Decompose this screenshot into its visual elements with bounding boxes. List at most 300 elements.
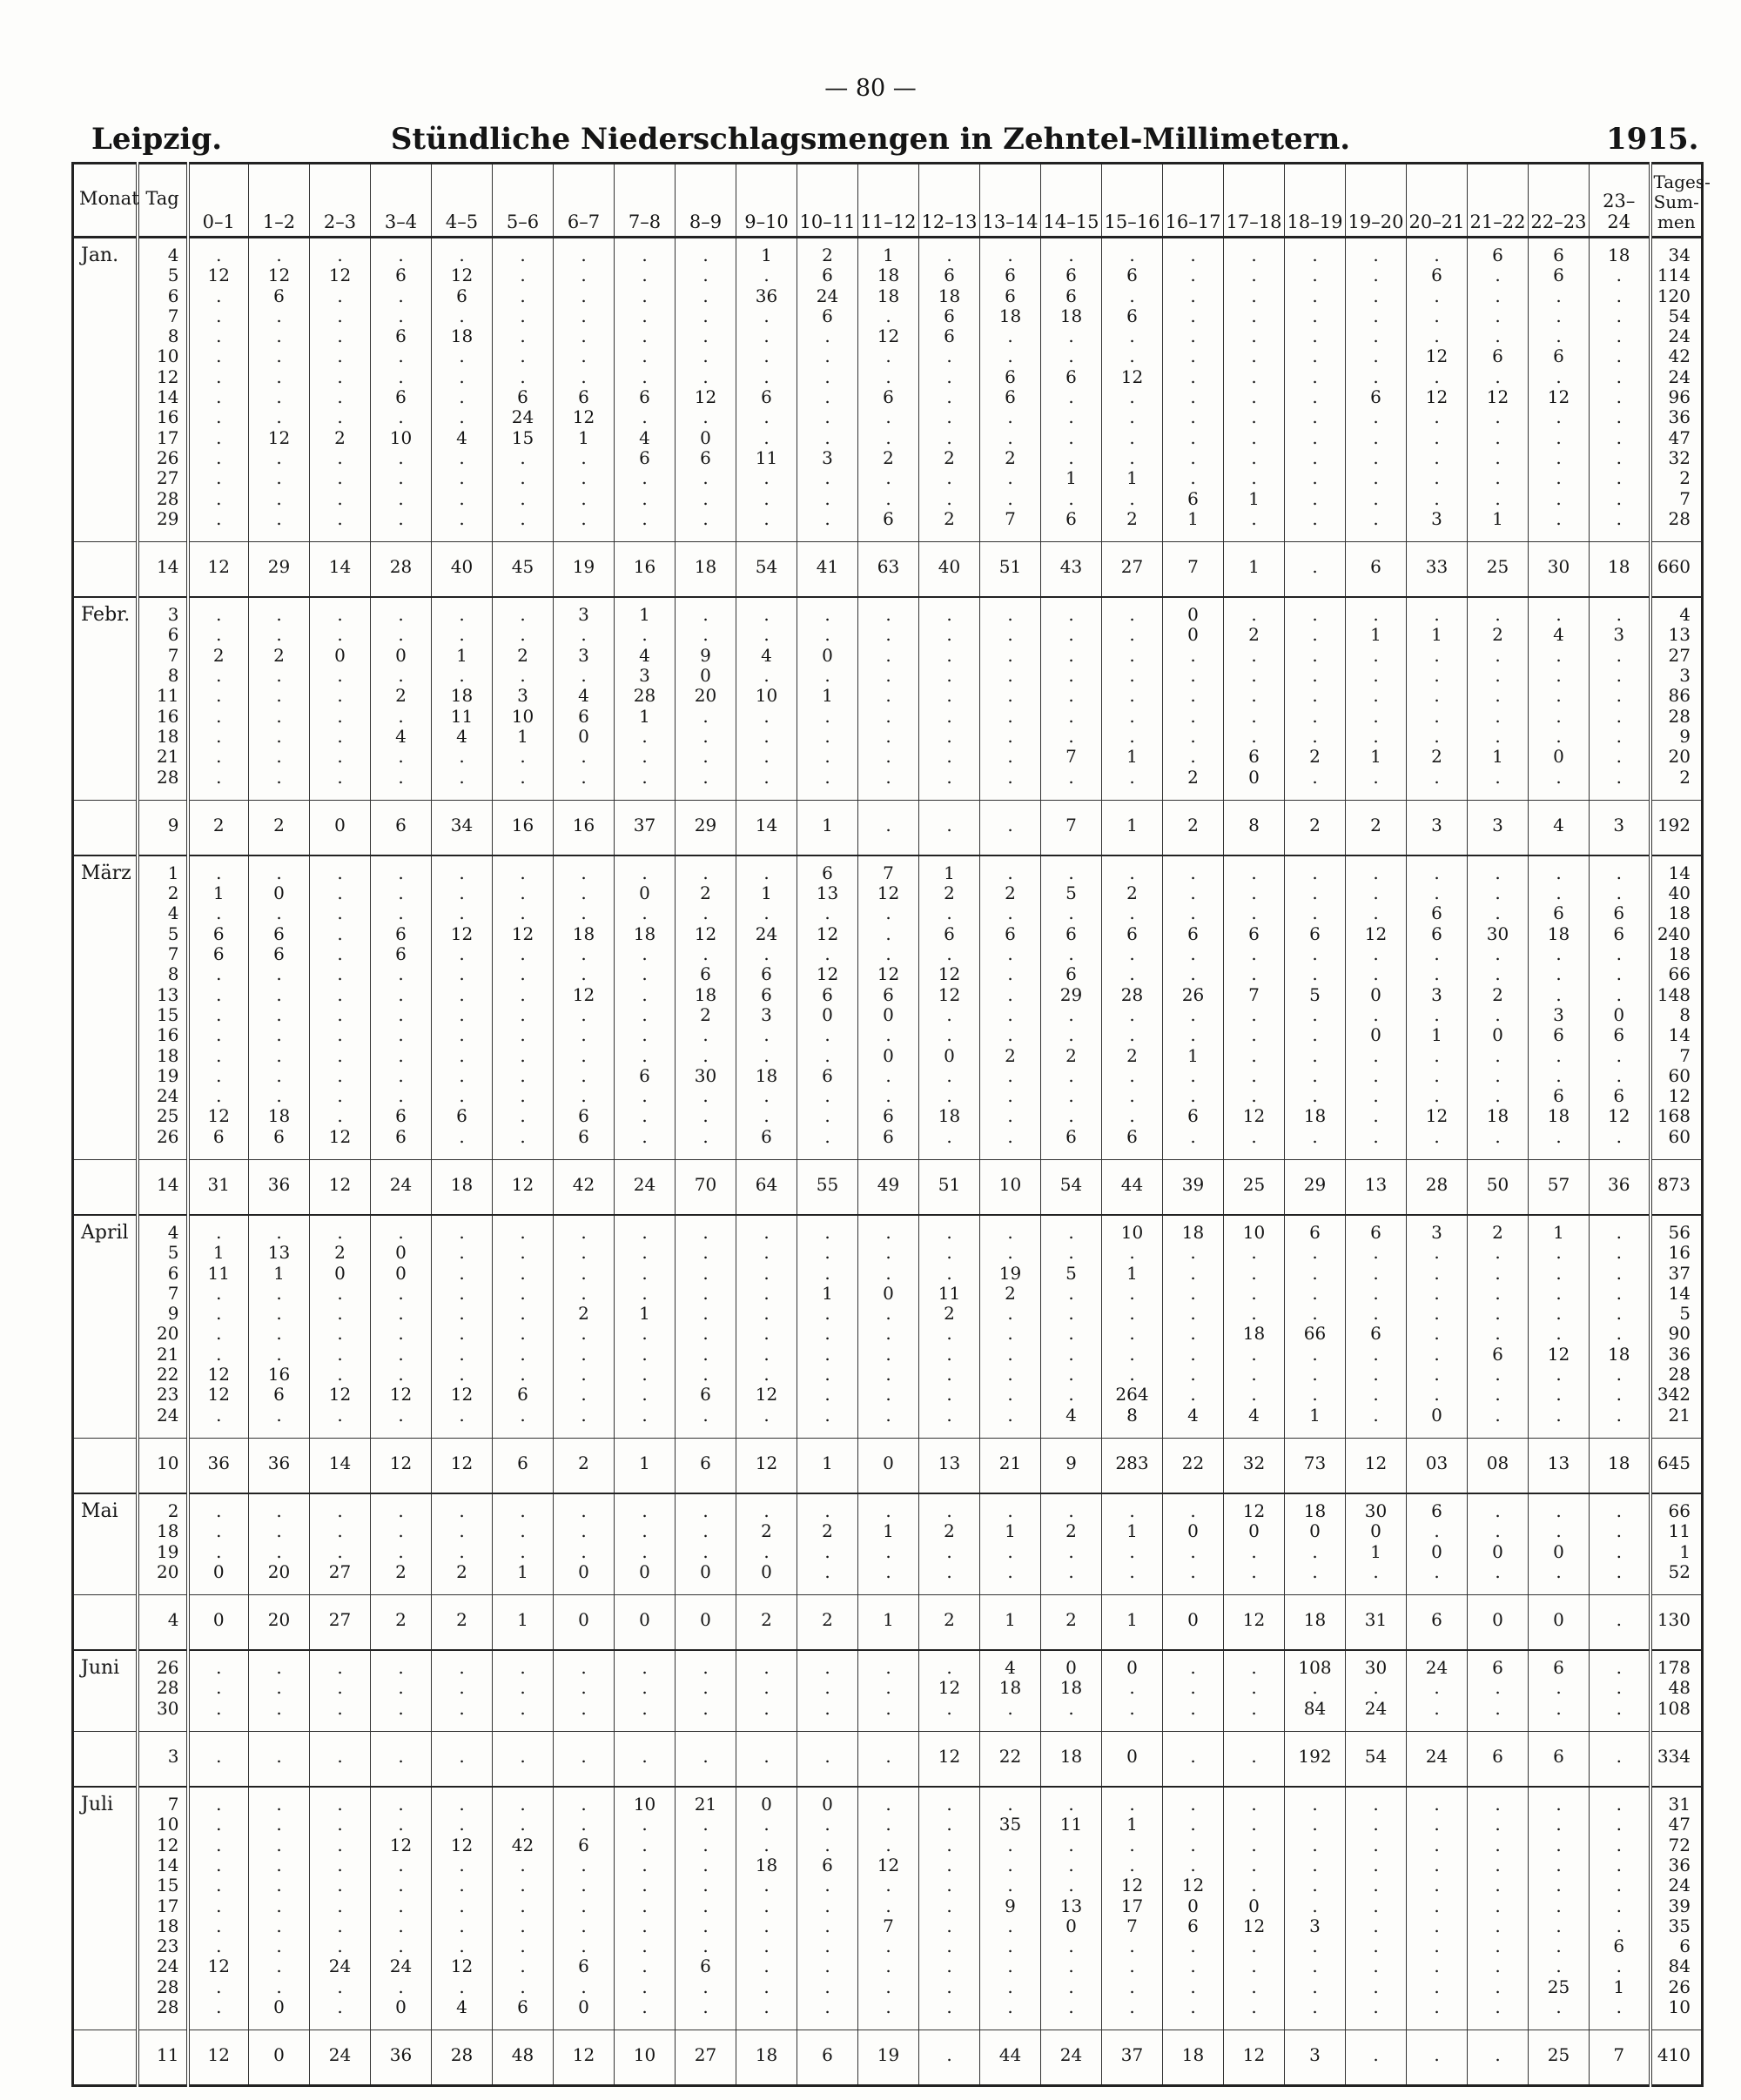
precip-value: . [1312, 1282, 1318, 1304]
daily-sum: 8 [1679, 1003, 1691, 1025]
precip-value: 6 [578, 705, 589, 727]
precip-value: . [1556, 487, 1562, 509]
precip-value: 0 [1187, 604, 1199, 626]
month-block [73, 855, 1703, 1215]
precip-value: . [1251, 1303, 1257, 1325]
precip-value: . [1007, 1323, 1013, 1345]
hour-total: 51 [919, 1159, 980, 1215]
precip-value: . [702, 1221, 709, 1243]
precip-value: . [276, 1221, 282, 1243]
precip-value: . [581, 746, 587, 768]
precip-value: 6 [1065, 285, 1077, 306]
total-day-count: 14 [138, 1159, 188, 1215]
precip-value: . [1616, 1303, 1622, 1325]
precip-value: . [1068, 1384, 1074, 1406]
precip-value: . [763, 1677, 770, 1699]
hour-column-values [615, 238, 676, 542]
hour-column-values [1163, 238, 1224, 542]
month-total-sum: 645 [1650, 1438, 1703, 1493]
precip-value: . [946, 644, 952, 666]
empty-cell [73, 1595, 138, 1651]
hour-column-values [1590, 1493, 1650, 1595]
hour-column-values [1590, 855, 1650, 1160]
hour-total: 2 [1163, 800, 1224, 855]
precip-value: . [398, 862, 404, 883]
precip-value: . [763, 305, 770, 326]
precip-value: . [763, 1657, 770, 1679]
month-block [73, 597, 1703, 855]
precip-value: . [1007, 1936, 1013, 1957]
hour-total: 0 [615, 1595, 676, 1651]
hour-column-values [1407, 1493, 1468, 1595]
hour-column-values [1224, 855, 1285, 1160]
hour-total: 16 [615, 542, 676, 598]
precip-value: 6 [212, 923, 225, 944]
precip-value: 7 [883, 1915, 894, 1936]
precip-value: . [1312, 1936, 1318, 1957]
precip-value: . [763, 1540, 770, 1562]
hour-column-values [980, 1787, 1041, 2030]
precip-value: . [946, 1262, 952, 1284]
hour-total: 18 [1041, 1732, 1102, 1788]
precip-value: . [1251, 862, 1257, 883]
precip-value: 6 [273, 923, 285, 944]
precip-value: . [1434, 406, 1440, 428]
precip-value: 2 [1492, 983, 1503, 1005]
precip-value: . [1373, 325, 1379, 347]
day-number: 7 [167, 305, 179, 326]
hour-total: 29 [676, 800, 736, 855]
precip-value: . [1007, 983, 1013, 1005]
daily-sum: 120 [1657, 285, 1691, 306]
precip-value: . [1007, 1875, 1013, 1896]
precip-value: . [1129, 386, 1135, 408]
precip-value: . [885, 644, 891, 666]
precip-value: 6 [883, 1125, 894, 1147]
precip-value: . [702, 1282, 709, 1304]
precip-value: . [946, 1814, 952, 1835]
precip-value: 0 [700, 1560, 711, 1582]
precip-value: . [1434, 1520, 1440, 1542]
hour-total: 6 [676, 1438, 736, 1493]
precip-value: 7 [1126, 1915, 1138, 1936]
precip-value: 0 [883, 1003, 894, 1025]
precip-value: 7 [1005, 507, 1016, 529]
month-day-rows [73, 238, 1703, 542]
precip-value: . [1007, 1540, 1013, 1562]
precip-value: . [1616, 346, 1622, 367]
precip-value: . [702, 1105, 709, 1127]
hour-total: 10 [615, 2030, 676, 2086]
precip-value: 0 [1613, 1003, 1625, 1025]
precip-value: . [885, 1343, 891, 1365]
daily-sum: 20 [1668, 746, 1691, 768]
precip-value: . [276, 1854, 282, 1875]
precip-value: . [459, 1814, 465, 1835]
precip-value: . [1251, 1657, 1257, 1679]
precip-value: . [1251, 426, 1257, 448]
precip-value: . [337, 305, 343, 326]
day-number: 14 [157, 386, 179, 408]
daily-sum: 66 [1668, 963, 1691, 985]
precip-value: . [276, 305, 282, 326]
precip-value: . [1068, 426, 1074, 448]
precip-value: . [1312, 1794, 1318, 1815]
day-number: 26 [157, 446, 179, 468]
hour-total: . [736, 1732, 797, 1788]
precip-value: 5 [1065, 882, 1077, 904]
hour-column-values [1529, 855, 1590, 1160]
precip-value: 12 [207, 265, 230, 286]
precip-value: 6 [395, 325, 407, 347]
precip-value: . [1129, 1105, 1135, 1127]
hour-total: . [1224, 1732, 1285, 1788]
precip-value: . [276, 1814, 282, 1835]
hour-total: 0 [676, 1595, 736, 1651]
precip-value: . [398, 1814, 404, 1835]
day-number: 1 [167, 862, 179, 883]
precip-value: . [763, 1814, 770, 1835]
hour-column-values [310, 1215, 371, 1438]
hour-total: 9 [1041, 1438, 1102, 1493]
precip-value: . [216, 1343, 222, 1365]
empty-cell [73, 1159, 138, 1215]
precip-value: . [398, 902, 404, 924]
precip-value: . [337, 1996, 343, 2017]
precip-value: . [1312, 624, 1318, 646]
hour-total: 1 [858, 1595, 919, 1651]
precip-value: 17 [1120, 1895, 1144, 1916]
precip-value: 6 [883, 1105, 894, 1127]
precip-value: 0 [639, 1560, 650, 1582]
precip-value: . [1251, 902, 1257, 924]
precip-value: . [1616, 1895, 1622, 1916]
precip-value: . [1616, 1500, 1622, 1521]
precip-value: 1 [212, 882, 225, 904]
precip-value: . [581, 446, 587, 468]
precip-value: 4 [395, 725, 407, 747]
precip-value: . [1129, 1834, 1135, 1855]
hour-total: 14 [310, 1438, 371, 1493]
precip-value: . [885, 665, 891, 687]
precip-value: . [216, 1677, 222, 1699]
hour-column-values [1102, 238, 1163, 542]
precip-value: 12 [450, 1956, 474, 1977]
precip-value: 2 [578, 1303, 589, 1325]
hour-total: 2 [1346, 800, 1407, 855]
precip-value: . [398, 1794, 404, 1815]
precip-value: . [1312, 644, 1318, 666]
daily-sum: 52 [1668, 1560, 1691, 1582]
day-number: 25 [157, 1105, 179, 1127]
precip-value: . [337, 1500, 343, 1521]
hour-column-values [188, 597, 249, 800]
precip-value: . [885, 902, 891, 924]
precip-value: . [1007, 902, 1013, 924]
precip-value: 24 [755, 923, 778, 944]
month-day-rows [73, 597, 1703, 800]
precip-value: 6 [212, 1125, 225, 1147]
precip-value: . [1495, 862, 1501, 883]
hour-total: 36 [249, 1159, 310, 1215]
precip-value: . [216, 245, 222, 265]
hour-column-values [249, 1493, 310, 1595]
precip-value: . [337, 467, 343, 489]
hour-total: 12 [1224, 1595, 1285, 1651]
month-total-row [73, 1438, 1703, 1493]
hour-total: 45 [493, 542, 554, 598]
place-name: Leipzig. [91, 122, 223, 157]
hour-total: 6 [371, 800, 432, 855]
precip-value: . [885, 1657, 891, 1679]
precip-value: 2 [273, 644, 285, 666]
precip-value: . [1312, 1560, 1318, 1582]
hour-column-values [1285, 855, 1346, 1160]
precip-value: 1 [1431, 624, 1442, 646]
precip-value: 6 [395, 386, 407, 408]
precip-value: . [824, 1834, 830, 1855]
precip-value: . [459, 1003, 465, 1025]
precip-value: . [216, 1221, 222, 1243]
precip-value: . [1312, 1125, 1318, 1147]
precip-value: . [702, 1404, 709, 1426]
precip-value: 84 [1303, 1697, 1327, 1719]
hour-column-values [1468, 1215, 1529, 1438]
precip-value: . [459, 366, 465, 387]
precip-value: . [1616, 766, 1622, 788]
precip-value: . [459, 1520, 465, 1542]
precip-value: 18 [1059, 1677, 1083, 1699]
precip-value: . [1068, 1282, 1074, 1304]
precip-value: . [642, 1404, 648, 1426]
precip-value: 6 [1613, 1024, 1625, 1046]
precip-value: 12 [1242, 1915, 1266, 1936]
precip-value: . [1373, 766, 1379, 788]
hour-column-values [1346, 1493, 1407, 1595]
precip-value: . [459, 882, 465, 904]
precip-value: . [398, 406, 404, 428]
precip-value: . [520, 1794, 526, 1815]
precip-value: . [642, 766, 648, 788]
month-day-rows [73, 1650, 1703, 1731]
precip-value: . [216, 426, 222, 448]
hour-total: 18 [432, 1159, 493, 1215]
precip-value: . [642, 1834, 648, 1855]
precip-value: . [1495, 665, 1501, 687]
precip-value: 6 [273, 943, 285, 965]
precip-value: . [885, 1500, 891, 1521]
precip-value: . [520, 346, 526, 367]
day-number: 6 [167, 624, 179, 646]
precip-value: . [276, 1343, 282, 1365]
daily-sum: 60 [1668, 1125, 1691, 1147]
precip-value: . [276, 487, 282, 509]
precip-value: . [1068, 1343, 1074, 1365]
day-number: 8 [167, 665, 179, 687]
column-header-hour: 13–14 [980, 164, 1041, 238]
day-number: 30 [157, 1697, 179, 1719]
precip-value: 3 [1613, 624, 1625, 646]
precip-value: . [1495, 1003, 1501, 1025]
precip-value: . [1616, 1834, 1622, 1855]
precip-value: 9 [1005, 1895, 1016, 1916]
precip-value: . [276, 1003, 282, 1025]
day-number: 12 [157, 1834, 179, 1855]
daily-sum: 26 [1668, 1976, 1691, 1997]
precip-value: . [885, 1814, 891, 1835]
precip-value: . [581, 1384, 587, 1406]
precip-value: . [885, 705, 891, 727]
daily-sum: 12 [1668, 1085, 1691, 1107]
precip-value: . [946, 624, 952, 646]
daily-sum: 27 [1668, 644, 1691, 666]
precip-value: . [1556, 705, 1562, 727]
precip-value: 12 [877, 325, 900, 347]
precip-value: . [1373, 1560, 1379, 1582]
hour-total: 54 [1041, 1159, 1102, 1215]
precip-value: . [946, 1915, 952, 1936]
precip-value: . [1616, 305, 1622, 326]
precip-value: . [1495, 1364, 1501, 1385]
precip-value: . [1312, 685, 1318, 707]
precip-value: . [337, 766, 343, 788]
precip-value: . [276, 467, 282, 489]
precip-value: . [520, 1343, 526, 1365]
hour-column-values [736, 1650, 797, 1731]
precip-value: . [763, 1895, 770, 1916]
precip-value: 7 [1065, 746, 1077, 768]
month-name: Febr. [73, 597, 138, 800]
daily-sum: 6 [1679, 1936, 1691, 1957]
precip-value: . [1495, 902, 1501, 924]
day-number: 27 [157, 467, 179, 489]
precip-value: . [1495, 1875, 1501, 1896]
precip-value: 12 [1547, 386, 1570, 408]
precip-value: . [1556, 1895, 1562, 1916]
precip-value: . [276, 1085, 282, 1107]
precip-value: . [1556, 1384, 1562, 1406]
precip-value: . [1373, 1936, 1379, 1957]
precip-value: . [1129, 665, 1135, 687]
precip-value: . [337, 943, 343, 965]
hour-column-values [797, 1650, 858, 1731]
daily-sum: 56 [1668, 1221, 1691, 1243]
hour-total: 3 [1285, 2030, 1346, 2086]
day-number: 10 [157, 346, 179, 367]
precip-value: . [520, 665, 526, 687]
precip-value: 2 [944, 1520, 955, 1542]
precip-value: . [1616, 487, 1622, 509]
precip-value: . [1434, 1303, 1440, 1325]
precip-value: . [702, 285, 709, 306]
precip-value: . [1616, 265, 1622, 286]
precip-value: . [581, 467, 587, 489]
precip-value: 12 [694, 386, 717, 408]
precip-value: . [702, 1996, 709, 2017]
precip-value: . [1251, 1794, 1257, 1815]
hour-column-values [310, 597, 371, 800]
hour-total: . [615, 1732, 676, 1788]
precip-value: . [1068, 1064, 1074, 1086]
column-header-hour: 23–24 [1590, 164, 1650, 238]
precip-value: 0 [578, 725, 589, 747]
precip-value: . [824, 346, 830, 367]
precip-value: . [1556, 1520, 1562, 1542]
precip-value: . [581, 1044, 587, 1066]
daily-sum: 1 [1679, 1540, 1691, 1562]
precip-value: . [398, 1044, 404, 1066]
precip-value: . [337, 604, 343, 626]
precip-value: . [398, 882, 404, 904]
precip-value: 6 [1248, 923, 1260, 944]
month-total-row [73, 1595, 1703, 1651]
hour-total: . [432, 1732, 493, 1788]
precip-value: . [1312, 1343, 1318, 1365]
precip-value: . [1068, 1875, 1074, 1896]
precip-value: 2 [944, 882, 955, 904]
precip-value: . [1495, 1697, 1501, 1719]
precip-value: . [1129, 1003, 1135, 1025]
precip-value: . [824, 406, 830, 428]
precip-value: . [337, 245, 343, 265]
precip-value: . [1434, 1125, 1440, 1147]
precip-value: . [1495, 1996, 1501, 2017]
precip-value: . [1495, 1895, 1501, 1916]
hour-total: 28 [1407, 1159, 1468, 1215]
precip-value: . [885, 725, 891, 747]
day-number: 5 [167, 1242, 179, 1264]
day-number: 18 [157, 1044, 179, 1066]
precip-value: . [1616, 1697, 1622, 1719]
precip-value: . [1556, 685, 1562, 707]
hour-total: 63 [858, 542, 919, 598]
precip-value: . [702, 245, 709, 265]
precip-value: . [1312, 882, 1318, 904]
precip-value: . [1616, 325, 1622, 347]
precip-value: 12 [1425, 386, 1449, 408]
daily-sum: 11 [1668, 1520, 1691, 1542]
precip-value: . [1129, 725, 1135, 747]
precip-value: . [398, 305, 404, 326]
daily-sum: 47 [1668, 426, 1691, 448]
hour-column-values [1529, 1650, 1590, 1731]
precip-value: . [642, 1976, 648, 1997]
hour-column-values [1529, 597, 1590, 800]
precip-value: . [1312, 1064, 1318, 1086]
precip-value: . [824, 1976, 830, 1997]
daily-sum-values [1650, 1215, 1703, 1438]
precip-value: 18 [1242, 1323, 1266, 1345]
hour-total: 2 [432, 1595, 493, 1651]
daily-sum: 4 [1679, 604, 1691, 626]
precip-value: . [1068, 1003, 1074, 1025]
precip-value: . [1251, 1024, 1257, 1046]
hour-total: 24 [1407, 1732, 1468, 1788]
precip-value: . [1495, 325, 1501, 347]
hour-total: 19 [554, 542, 615, 598]
precip-value: . [885, 1956, 891, 1977]
precip-value: 18 [1303, 1105, 1327, 1127]
precip-value: . [1495, 366, 1501, 387]
precip-value: . [337, 862, 343, 883]
precip-value: . [642, 1323, 648, 1345]
daily-sum-values [1650, 855, 1703, 1160]
precip-value: . [642, 725, 648, 747]
hour-total: 16 [554, 800, 615, 855]
precip-value: . [1007, 426, 1013, 448]
precip-value: 6 [1126, 305, 1138, 326]
hour-column-values [1590, 238, 1650, 542]
